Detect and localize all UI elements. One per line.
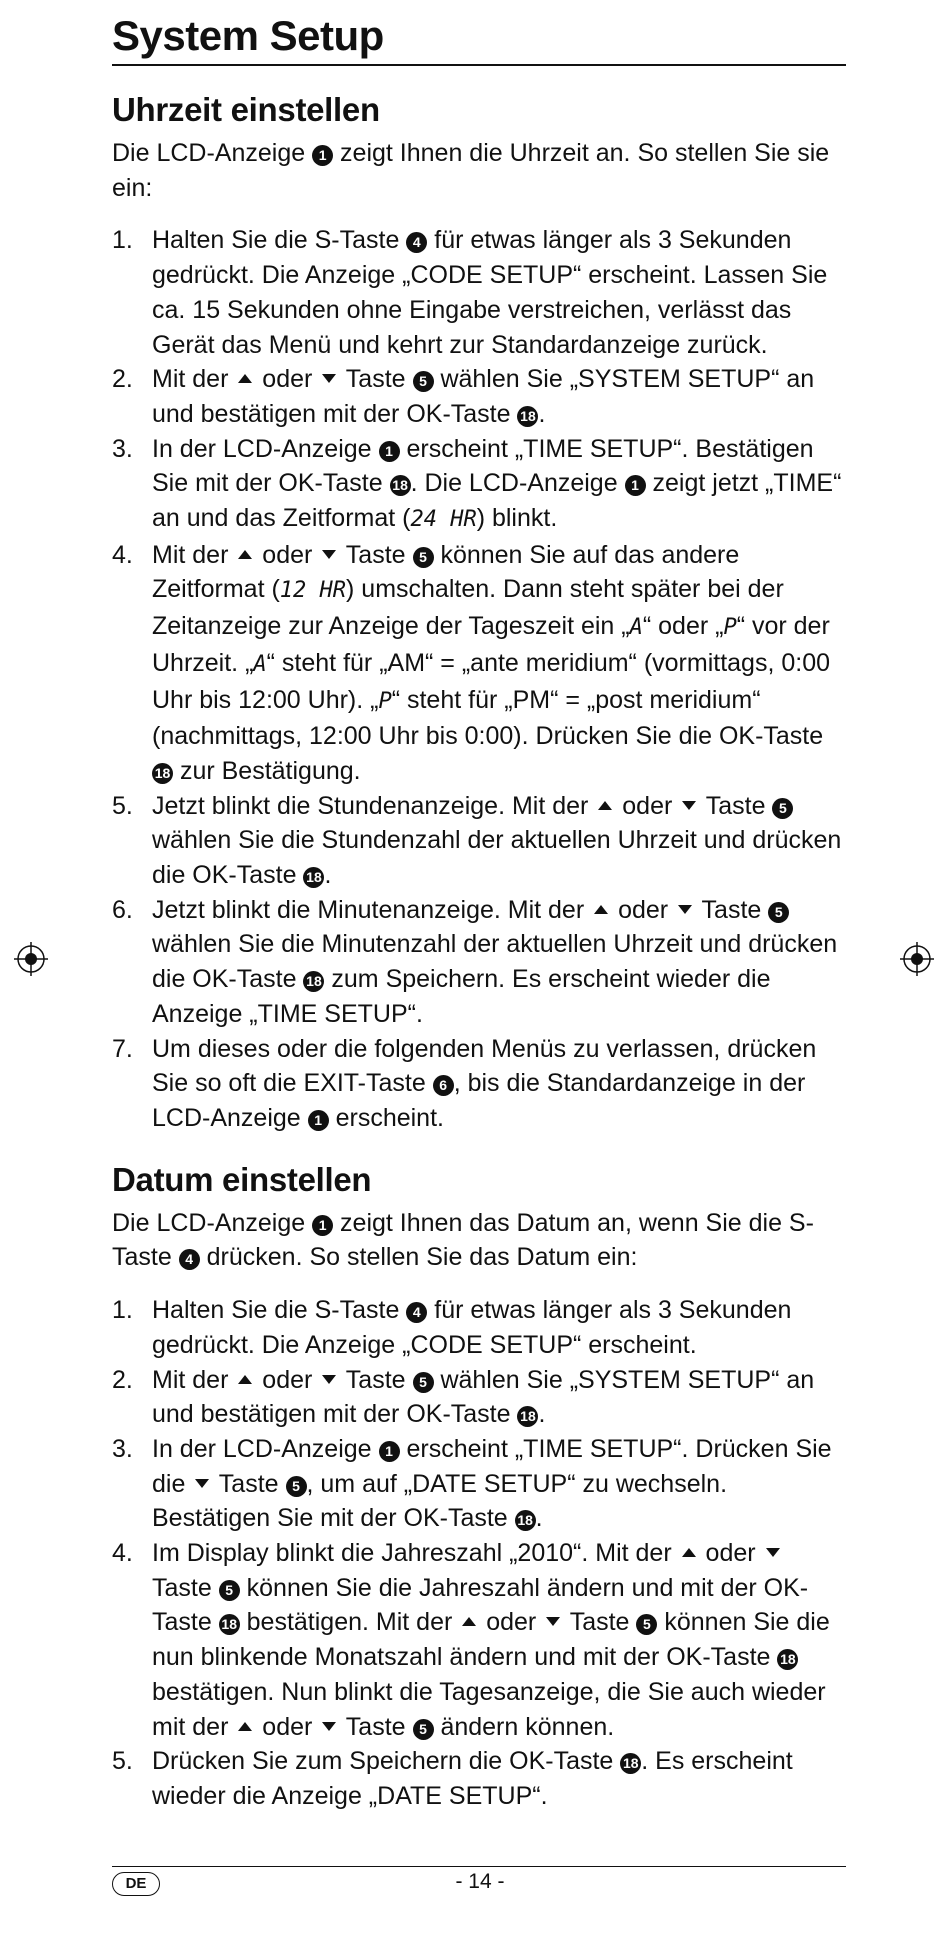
arrow-up-icon bbox=[238, 1375, 252, 1384]
step-item bbox=[112, 1032, 846, 1136]
step-text: oder bbox=[255, 365, 320, 394]
step-text: Taste bbox=[339, 540, 413, 569]
intro-text: Die LCD-Anzeige bbox=[112, 139, 313, 167]
callout-arrow-key: 5 bbox=[413, 1372, 434, 1393]
intro-text: Die LCD-Anzeige bbox=[112, 1208, 313, 1237]
step-text: Taste bbox=[339, 365, 413, 394]
step-text: oder bbox=[479, 1608, 544, 1637]
callout-s-key: 4 bbox=[179, 1249, 200, 1270]
callout-ok-key: 18 bbox=[303, 971, 324, 992]
callout-ok-key: 18 bbox=[517, 406, 538, 427]
lcd-segment-text: P bbox=[378, 688, 392, 714]
step-item bbox=[112, 789, 846, 893]
step-text: können Sie die nun blinkende Monatszahl ändern und mit der OK-Taste bbox=[152, 1608, 830, 1672]
arrow-down-icon bbox=[766, 1548, 780, 1557]
step-text: für etwas länger als 3 Sekunden gedrückt. Die Anzeige „CODE SETUP“ erscheint. bbox=[152, 1296, 792, 1359]
callout-arrow-key: 5 bbox=[413, 1719, 434, 1740]
steps-time bbox=[112, 223, 846, 1135]
step-number: 5. bbox=[112, 1747, 133, 1776]
intro-text: zeigt Ihnen die Uhrzeit an. So stellen Sie sie ein: bbox=[112, 139, 830, 202]
callout-ok-key: 18 bbox=[517, 1406, 538, 1427]
step-text: zeigt jetzt „TIME“ an und das Zeitformat ( bbox=[152, 469, 842, 533]
callout-ok-key: 18 bbox=[515, 1510, 536, 1531]
step-number: 7. bbox=[112, 1034, 133, 1063]
step-text: . Es erscheint wieder die Anzeige „DATE SETUP“. bbox=[152, 1747, 793, 1810]
step-text: Jetzt blinkt die Minutenanzeige. Mit der bbox=[152, 895, 592, 924]
registration-mark-icon bbox=[900, 942, 934, 976]
callout-s-key: 4 bbox=[406, 1302, 427, 1323]
arrow-up-icon bbox=[238, 1722, 252, 1731]
step-text: oder bbox=[611, 895, 676, 924]
step-text: erscheint. bbox=[328, 1103, 444, 1132]
step-text: bestätigen. Nun blinkt die Tagesanzeige, die Sie auch wieder mit der bbox=[152, 1677, 826, 1741]
step-text: “ steht für „AM“ = „ante meridium“ (vormittags, 0:00 Uhr bis 12:00 Uhr). „ bbox=[152, 648, 831, 714]
section-heading-time: Uhrzeit einstellen bbox=[112, 91, 380, 128]
step-item bbox=[112, 1293, 846, 1362]
language-badge: DE bbox=[112, 1872, 160, 1896]
step-text: Halten Sie die S-Taste bbox=[152, 226, 407, 255]
step-text: Mit der bbox=[152, 1365, 236, 1394]
step-text: Mit der bbox=[152, 365, 236, 394]
step-text: oder bbox=[255, 540, 320, 569]
step-number: 3. bbox=[112, 434, 133, 463]
step-text: oder bbox=[698, 1539, 763, 1568]
step-text: “ vor der Uhrzeit. „ bbox=[152, 612, 830, 677]
callout-arrow-key: 5 bbox=[636, 1614, 657, 1635]
step-text: ) umschalten. Dann steht später bei der Zeitanzeige zur Anzeige der Tageszeit ein „ bbox=[152, 575, 784, 641]
step-number: 3. bbox=[112, 1434, 133, 1463]
callout-arrow-key: 5 bbox=[219, 1580, 240, 1601]
step-text: “ oder „ bbox=[642, 612, 724, 641]
step-number: 1. bbox=[112, 226, 133, 255]
footer-rule bbox=[112, 1866, 846, 1867]
arrow-down-icon bbox=[322, 374, 336, 383]
arrow-up-icon bbox=[238, 550, 252, 559]
step-number: 6. bbox=[112, 895, 133, 924]
step-text: . bbox=[535, 1504, 543, 1533]
callout-lcd: 1 bbox=[312, 1215, 333, 1236]
step-text: Mit der bbox=[152, 540, 236, 569]
step-text: Jetzt blinkt die Stundenanzeige. Mit der bbox=[152, 791, 596, 820]
callout-ok-key: 18 bbox=[777, 1649, 798, 1670]
lcd-segment-text: A bbox=[253, 651, 267, 677]
arrow-down-icon bbox=[682, 801, 696, 810]
arrow-down-icon bbox=[195, 1479, 209, 1488]
step-text: oder bbox=[255, 1712, 320, 1741]
step-text: oder bbox=[255, 1365, 320, 1394]
callout-lcd: 1 bbox=[308, 1110, 329, 1131]
step-text: erscheint „TIME SETUP“. Drücken Sie die bbox=[152, 1434, 832, 1498]
step-text: Taste bbox=[563, 1608, 637, 1637]
callout-arrow-key: 5 bbox=[768, 902, 789, 923]
lcd-segment-text: A bbox=[629, 615, 643, 641]
lcd-segment-text: 24 HR bbox=[410, 507, 477, 533]
step-text: In der LCD-Anzeige bbox=[152, 434, 379, 463]
step-text: . bbox=[538, 1400, 546, 1429]
step-text: wählen Sie „SYSTEM SETUP“ an und bestätigen mit der OK-Taste bbox=[152, 1365, 815, 1429]
callout-ok-key: 18 bbox=[390, 475, 411, 496]
step-text: wählen Sie die Minutenzahl der aktuellen Uhrzeit und drücken die OK-Taste bbox=[152, 930, 838, 994]
step-item bbox=[112, 1744, 846, 1813]
page-title: System Setup bbox=[112, 12, 384, 59]
arrow-up-icon bbox=[594, 905, 608, 914]
section-intro-date bbox=[112, 1206, 846, 1275]
step-item bbox=[112, 1363, 846, 1432]
step-number: 2. bbox=[112, 365, 133, 394]
step-text: Taste bbox=[339, 1712, 413, 1741]
callout-lcd: 1 bbox=[379, 1441, 400, 1462]
arrow-up-icon bbox=[462, 1617, 476, 1626]
step-text: , um auf „DATE SETUP“ zu wechseln. Bestätigen Sie mit der OK-Taste bbox=[152, 1469, 728, 1533]
callout-lcd: 1 bbox=[625, 475, 646, 496]
step-text: können Sie auf das andere Zeitformat ( bbox=[152, 540, 740, 604]
step-text: können Sie die Jahreszahl ändern und mit der OK-Taste bbox=[152, 1573, 809, 1637]
arrow-down-icon bbox=[322, 550, 336, 559]
step-item bbox=[112, 223, 846, 362]
arrow-down-icon bbox=[678, 905, 692, 914]
section-intro-time bbox=[112, 136, 846, 205]
step-text: Taste bbox=[695, 895, 769, 924]
step-text: Drücken Sie zum Speichern die OK-Taste bbox=[152, 1747, 621, 1776]
step-text: In der LCD-Anzeige bbox=[152, 1434, 379, 1463]
step-text: Im Display blinkt die Jahreszahl „2010“. Mit der bbox=[152, 1539, 679, 1568]
callout-ok-key: 18 bbox=[219, 1614, 240, 1635]
intro-text: zeigt Ihnen das Datum an, wenn Sie die S-Taste bbox=[112, 1208, 814, 1272]
callout-arrow-key: 5 bbox=[413, 547, 434, 568]
step-text: , bis die Standardanzeige in der LCD-Anzeige bbox=[152, 1069, 806, 1132]
step-number: 4. bbox=[112, 540, 133, 569]
callout-ok-key: 18 bbox=[303, 867, 324, 888]
registration-mark-icon bbox=[14, 942, 48, 976]
step-item bbox=[112, 432, 846, 538]
lcd-segment-text: 12 HR bbox=[279, 578, 347, 604]
step-text: Halten Sie die S-Taste bbox=[152, 1296, 407, 1325]
step-item bbox=[112, 893, 846, 1032]
step-text: Taste bbox=[339, 1365, 413, 1394]
callout-lcd: 1 bbox=[379, 441, 400, 462]
step-text: “ steht für „PM“ = „post meridium“ (nachmittags, 12:00 Uhr bis 0:00). Drücken Sie die OK-Taste bbox=[152, 685, 824, 751]
step-text: . bbox=[324, 861, 332, 890]
callout-s-key: 4 bbox=[406, 232, 427, 253]
step-item bbox=[112, 1536, 846, 1744]
callout-ok-key: 18 bbox=[620, 1753, 641, 1774]
step-text: Taste bbox=[212, 1469, 286, 1498]
step-item bbox=[112, 538, 846, 789]
step-text: erscheint „TIME SETUP“. Bestätigen Sie mit der OK-Taste bbox=[152, 434, 814, 498]
section-heading-date: Datum einstellen bbox=[112, 1160, 372, 1198]
step-text: wählen Sie die Stundenzahl der aktuellen Uhrzeit und drücken die OK-Taste bbox=[152, 826, 842, 890]
arrow-down-icon bbox=[546, 1617, 560, 1626]
arrow-down-icon bbox=[322, 1722, 336, 1731]
title-rule bbox=[112, 64, 846, 66]
callout-ok-key: 18 bbox=[152, 763, 173, 784]
step-text: . Die LCD-Anzeige bbox=[410, 469, 625, 498]
arrow-up-icon bbox=[682, 1548, 696, 1557]
callout-arrow-key: 5 bbox=[286, 1476, 307, 1497]
lcd-segment-text: P bbox=[723, 615, 737, 641]
step-number: 5. bbox=[112, 791, 133, 820]
step-item bbox=[112, 1432, 846, 1536]
intro-text: drücken. So stellen Sie das Datum ein: bbox=[199, 1243, 638, 1272]
callout-lcd: 1 bbox=[312, 145, 333, 166]
callout-arrow-key: 5 bbox=[413, 371, 434, 392]
callout-arrow-key: 5 bbox=[772, 798, 793, 819]
step-number: 4. bbox=[112, 1539, 133, 1568]
step-text: wählen Sie „SYSTEM SETUP“ an und bestätigen mit der OK-Taste bbox=[152, 365, 815, 428]
step-number: 1. bbox=[112, 1296, 133, 1325]
step-text: zum Speichern. Es erscheint wieder die Anzeige „TIME SETUP“. bbox=[152, 965, 771, 1028]
step-text: für etwas länger als 3 Sekunden gedrückt. Die Anzeige „CODE SETUP“ erscheint. Lassen Sie ca. 15 Sekunden ohne Eingabe verstreichen, verlässt das Gerät das Menü und kehrt zur Standardanzeige zurück. bbox=[152, 226, 828, 359]
arrow-up-icon bbox=[598, 801, 612, 810]
step-text: Um dieses oder die folgenden Menüs zu verlassen, drücken Sie so oft die EXIT-Taste bbox=[152, 1034, 817, 1098]
page-number: - 14 - bbox=[455, 1870, 505, 1893]
manual-page bbox=[112, 0, 846, 1814]
step-number: 2. bbox=[112, 1365, 133, 1394]
step-text: oder bbox=[615, 791, 680, 820]
step-text: Taste bbox=[152, 1573, 219, 1602]
step-item bbox=[112, 362, 846, 431]
step-text: ändern können. bbox=[433, 1712, 615, 1741]
step-text: . bbox=[538, 399, 546, 428]
step-text: Taste bbox=[699, 791, 773, 820]
callout-exit-key: 6 bbox=[433, 1075, 454, 1096]
arrow-up-icon bbox=[238, 374, 252, 383]
arrow-down-icon bbox=[322, 1375, 336, 1384]
step-text: zur Bestätigung. bbox=[173, 756, 361, 785]
step-text: ) blinkt. bbox=[476, 504, 558, 533]
steps-date bbox=[112, 1293, 846, 1814]
step-text: bestätigen. Mit der bbox=[239, 1608, 460, 1637]
